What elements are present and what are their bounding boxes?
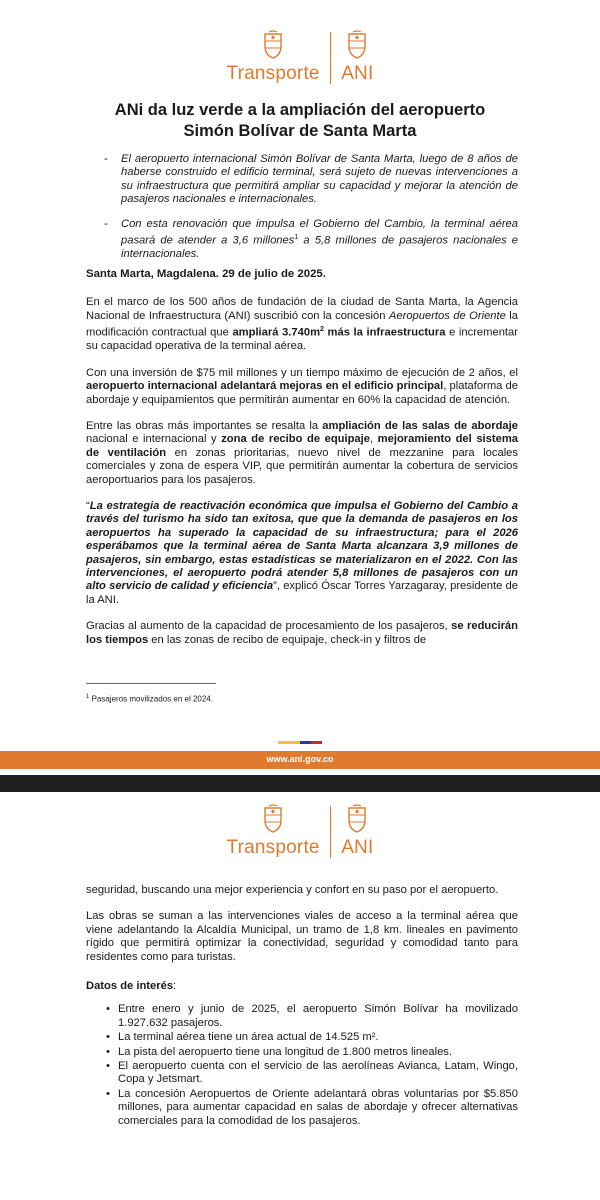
footnote-separator: [86, 683, 216, 684]
logo-divider: [330, 32, 332, 84]
brand-transporte: Transporte: [226, 63, 320, 84]
text-bold: ampliará 3.740m: [232, 326, 321, 339]
footnote-ref[interactable]: 1: [294, 234, 299, 242]
list-item: [106, 1003, 518, 1030]
text-bold: mejoramiento del sistema de ventilación: [86, 433, 518, 459]
dash-marker: -: [104, 217, 108, 230]
text: En el marco de los 500 años de fundación de la ciudad de Santa Marta, la Agencia Nacional de Infraestructura (ANI) suscribió con la concesión: [86, 296, 518, 322]
quote-text: La estrategia de reactivación económica que impulsa el Gobierno del Cambio a través del turismo ha sido tan exitosa, que que la demanda de pasajeros en los aeropuertos ha superado la capacidad de su infraestructura; para el 2026 esperábamos que la terminal aérea de Santa Marta alcanzara 3,9 millones de pasajeros, sin embargo, estas estadísticas se materializaron en el 2022. Con las intervenciones, el aeropuerto podrá atender 5,8 millones de pasajeros con un alto servicio de calidad y eficiencia: [86, 500, 518, 593]
summary-bullet-text: a 5,8 millones de pasajeros nacionales e internacionales.: [121, 234, 518, 261]
text: , plataforma de abordaje y equipamientos que permitirán aumentar en 60% la capacidad de atención.: [86, 380, 518, 406]
press-release-title: [40, 100, 560, 142]
summary-bullet-text: Con esta renovación que impulsa el Gobierno del Cambio, la terminal aérea pasará de atender a 3,6 millones: [121, 217, 518, 247]
superscript: 2: [320, 326, 324, 334]
header-logos: [0, 30, 600, 84]
paragraph: [86, 367, 518, 407]
fact-text: La concesión Aeropuertos de Oriente adelantará obras voluntarias por $5.850 millones, para aumentar capacidad en salas de abordaje y ofrecer alternativas comerciales para la comodidad de los pasajeros.: [118, 1087, 518, 1127]
coat-of-arms-icon: [259, 804, 287, 834]
coat-of-arms-icon: [343, 804, 371, 834]
website-link[interactable]: www.ani.gov.co: [266, 754, 334, 764]
fact-text: Entre enero y junio de 2025, el aeropuerto Simón Bolívar ha movilizado 1.927.632 pasajeros.: [118, 1003, 518, 1029]
title-line-1: ANi da luz verde a la ampliación del aeropuerto: [114, 101, 486, 119]
paragraph: [86, 296, 518, 353]
brand-transporte: Transporte: [226, 837, 320, 858]
summary-bullet: [104, 153, 518, 207]
flag-blue: [300, 741, 311, 744]
ani-logo: [341, 804, 373, 858]
summary-bullet: [104, 217, 518, 262]
facts-heading-text: Datos de interés: [86, 980, 174, 993]
text: en zonas prioritarias, nuevo nivel de mezzanine para locales comerciales y zona de espera VIP, que permitirán aumentar la cobertura de servicios aeroportuarios para los pasajeros.: [86, 446, 518, 486]
text: ,: [370, 433, 378, 446]
facts-heading: [86, 980, 518, 993]
text: “: [86, 500, 90, 513]
text: ”, explicó Óscar Torres Yarzagaray, presidente de la ANI.: [86, 580, 519, 606]
summary-bullet-text: El aeropuerto internacional Simón Bolívar de Santa Marta, luego de 8 años de haberse construido el edificio terminal, será sujeto de nuevas intervenciones a su infraestructura que permitirá ampliar su capacidad y mejorar la atención de pasajeros nacionales e internacionales.: [121, 153, 518, 206]
text-bold: ampliación de las salas de abordaje: [322, 419, 518, 432]
bullet-icon: •: [106, 1060, 110, 1073]
bullet-icon: •: [106, 1087, 110, 1100]
text: Con una inversión de $75 mil millones y un tiempo máximo de ejecución de 2 años, el: [86, 366, 518, 379]
body-text: [86, 268, 518, 660]
list-item: [106, 1060, 518, 1087]
text: e incrementar su capacidad operativa de la terminal aérea.: [86, 326, 518, 353]
text: :: [173, 980, 177, 993]
text-bold: aeropuerto internacional adelantará mejoras en el edificio principal: [86, 380, 444, 393]
footnote: [86, 692, 213, 705]
list-item: [106, 1031, 518, 1044]
flag-stripe: [278, 741, 322, 744]
dateline: Santa Marta, Magdalena. 29 de julio de 2025.: [86, 268, 326, 280]
bullet-icon: •: [106, 1031, 110, 1044]
quote-paragraph: [86, 500, 518, 607]
fact-text: La pista del aeropuerto tiene una longitud de 1.800 metros lineales.: [118, 1045, 452, 1058]
transporte-logo: [227, 804, 320, 858]
paragraph: [86, 420, 518, 487]
text-bold: zona de recibo de equipaje: [221, 433, 370, 446]
brand-ani: ANI: [341, 837, 374, 858]
fact-text: La terminal aérea tiene un área actual de 14.525 m².: [118, 1031, 379, 1044]
text-italic: Aeropuertos de Oriente: [388, 309, 506, 322]
facts-list: [86, 1003, 518, 1128]
text-bold: más la infraestructura: [323, 326, 446, 339]
text: en las zonas de recibo de equipaje, check-in y filtros de: [148, 633, 427, 646]
flag-yellow: [278, 741, 300, 744]
dash-marker: -: [104, 153, 108, 165]
paragraph: [86, 620, 518, 647]
footnote-text: Pasajeros movilizados en el 2024.: [89, 694, 213, 704]
footnote-number: 1: [86, 694, 90, 700]
transporte-logo: [227, 30, 320, 84]
header-logos: [0, 804, 600, 858]
paragraph: Las obras se suman a las intervenciones viales de acceso a la terminal aérea que viene adelantando la Alcaldía Municipal, un tramo de 1,8 km. lineales en pavimento rígido que permitirá optimizar la conectividad, seguridad y comodidad tanto para residentes como para turistas.: [86, 910, 518, 963]
bullet-icon: •: [106, 1045, 110, 1058]
list-item: [106, 1088, 518, 1128]
fact-text: El aeropuerto cuenta con el servicio de las aerolíneas Avianca, Latam, Wingo, Copa y Jetsmart.: [118, 1060, 518, 1086]
coat-of-arms-icon: [343, 30, 371, 60]
bullet-icon: •: [106, 1003, 110, 1016]
text: Gracias al aumento de la capacidad de procesamiento de los pasajeros,: [86, 620, 452, 633]
document-page-2: [0, 792, 600, 1200]
coat-of-arms-icon: [259, 30, 287, 60]
brand-ani: ANI: [341, 63, 374, 84]
title-line-2: Simón Bolívar de Santa Marta: [183, 122, 417, 140]
text-bold: se reducirán los tiempos: [86, 620, 518, 646]
text: nacional e internacional y: [86, 433, 222, 446]
paragraph: seguridad, buscando una mejor experiencia y confort en su paso por el aeropuerto.: [86, 884, 499, 896]
ani-logo: [341, 30, 373, 84]
body-text: [86, 884, 518, 1129]
flag-red: [311, 741, 322, 744]
text: Entre las obras más importantes se resalta la: [86, 419, 323, 432]
summary-bullets: [104, 153, 518, 273]
list-item: [106, 1046, 518, 1059]
text: la modificación contractual que: [86, 309, 518, 339]
logo-divider: [330, 806, 332, 858]
